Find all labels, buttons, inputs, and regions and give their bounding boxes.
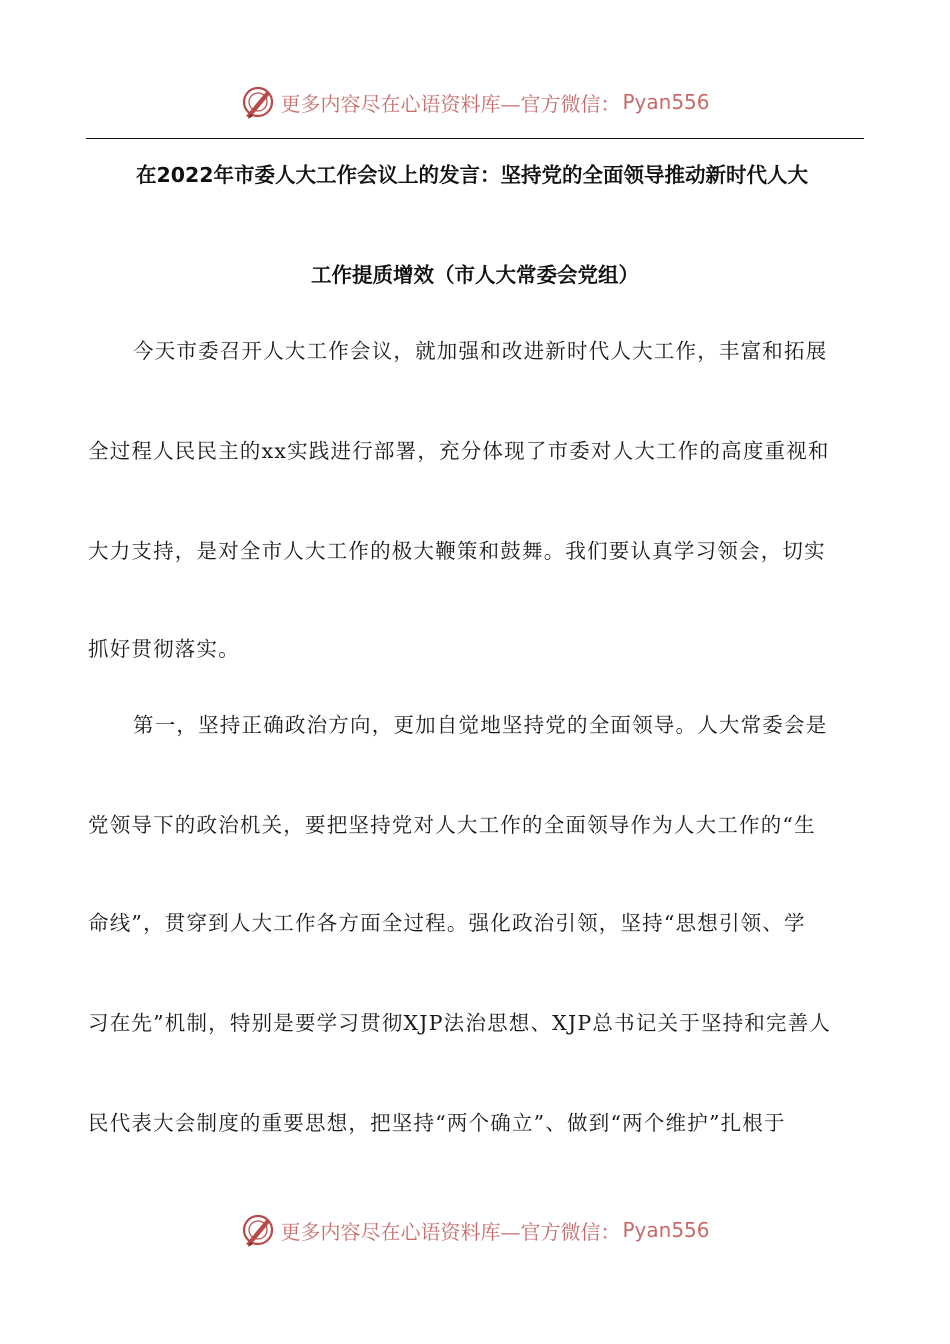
title-line-1: 在2022年市委人大工作会议上的发言：坚持党的全面领导推动新时代人大 (136, 163, 809, 187)
pen-logo-icon (240, 1212, 276, 1248)
body-line: 今天市委召开人大工作会议，就加强和改进新时代人大工作，丰富和拓展 (133, 339, 828, 363)
body-line: 习在先”机制，特别是要学习贯彻XJP法治思想、XJP总书记关于坚持和完善人 (88, 1011, 832, 1035)
title-line-2: 工作提质增效（市人大常委会党组） (311, 263, 639, 287)
pen-logo-icon (240, 84, 276, 120)
banner-text: 更多内容尽在心语资料库—官方微信： (280, 1219, 621, 1244)
wechat-id: Pyan556 (622, 1218, 710, 1242)
body-line: 民代表大会制度的重要思想，把坚持“两个确立”、做到“两个维护”扎根于 (88, 1111, 786, 1135)
header-rule (86, 138, 864, 139)
footer-banner (0, 1210, 950, 1250)
wechat-id: Pyan556 (622, 90, 710, 114)
body-line: 全过程人民民主的xx实践进行部署，充分体现了市委对人大工作的高度重视和 (88, 439, 830, 463)
banner-text: 更多内容尽在心语资料库—官方微信： (280, 91, 621, 116)
body-line: 党领导下的政治机关，要把坚持党对人大工作的全面领导作为人大工作的“生 (88, 813, 816, 837)
body-line: 第一，坚持正确政治方向，更加自觉地坚持党的全面领导。人大常委会是 (133, 713, 828, 737)
header-banner (0, 82, 950, 122)
body-line: 抓好贯彻落实。 (88, 637, 240, 661)
body-line: 命线”，贯穿到人大工作各方面全过程。强化政治引领，坚持“思想引领、学 (88, 911, 806, 935)
body-line: 大力支持，是对全市人大工作的极大鞭策和鼓舞。我们要认真学习领会，切实 (88, 539, 826, 563)
